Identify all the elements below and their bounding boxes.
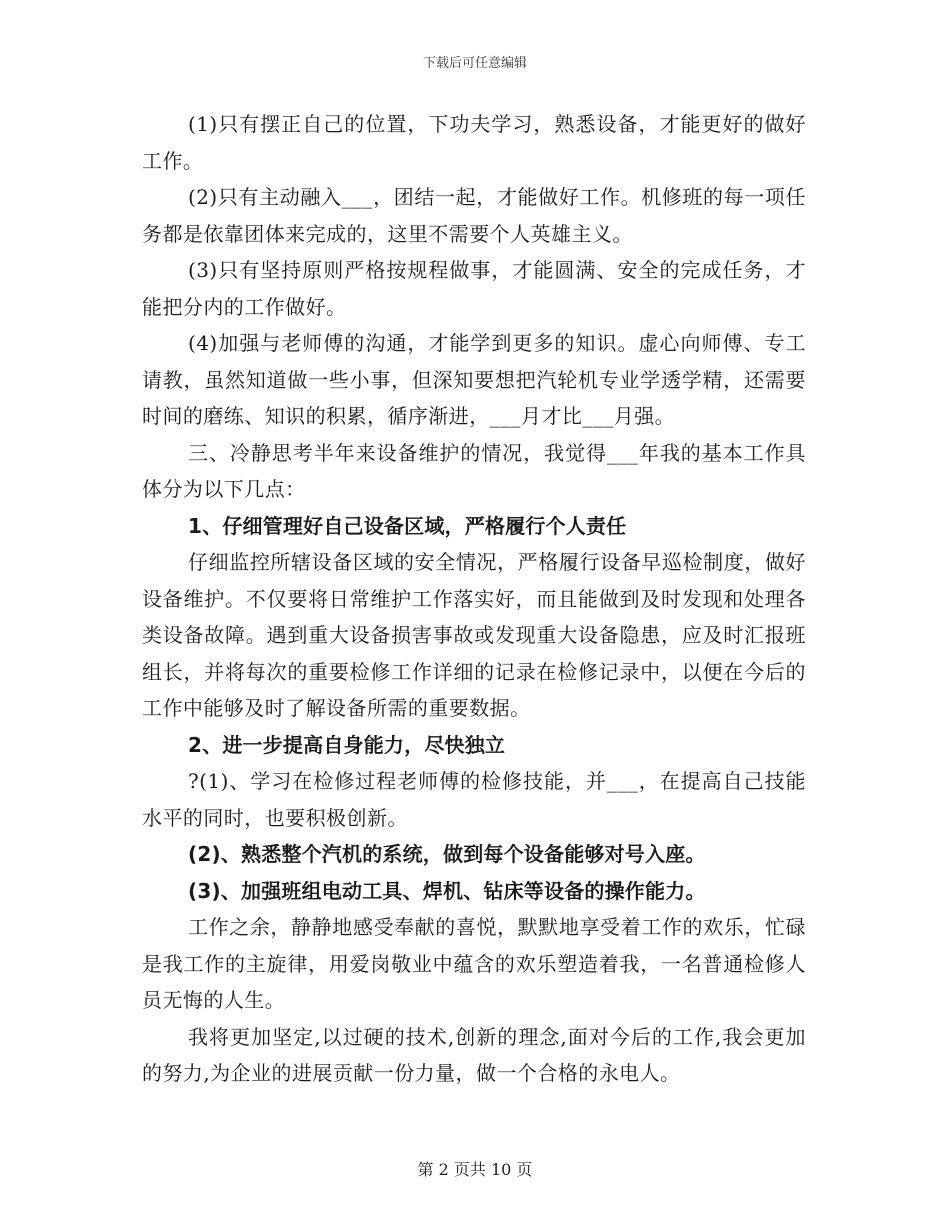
page-footer: 第 2 页共 10 页 — [417, 1160, 533, 1179]
paragraph-section-three: 三、冷静思考半年来设备维护的情况，我觉得___年我的基本工作具体分为以下几点： — [142, 440, 806, 501]
paragraph-equipment: 仔细监控所辖设备区域的安全情况，严格履行设备早巡检制度，做好设备维护。不仅要将日常维护工作落实好，而且能做到及时发现和处理各类设备故障。遇到重大设备损害事故或发现重大设备隐患，应及时汇报班组长，并将每次的重要检修工作详细的记录在检修记录中，以便在今后的工作中能够及时了解设备所需的重要数据。 — [142, 550, 806, 720]
page-header: 下载后可任意编辑 — [422, 56, 527, 71]
paragraph-1: (1)只有摆正自己的位置，下功夫学习，熟悉设备，才能更好的做好工作。 — [142, 112, 806, 173]
heading-skill-2: (2)、熟悉整个汽机的系统，做到每个设备能够对号入座。 — [188, 842, 706, 866]
heading-skill-3: (3)、加强班组电动工具、焊机、钻床等设备的操作能力。 — [188, 878, 706, 903]
paragraph-conclusion: 我将更加坚定,以过硬的技术,创新的理念,面对今后的工作,我会更加的努力,为企业的进展贡献一份力量，做一个合格的永电人。 — [142, 1024, 806, 1085]
paragraph-4: (4)加强与老师傅的沟通，才能学到更多的知识。虚心向师傅、专工请教，虽然知道做一些小事，但深知要想把汽轮机专业学透学精，还需要时间的磨练、知识的积累，循序渐进，___月才比___月强。 — [142, 331, 806, 428]
heading-1: 1、仔细管理好自己设备区域，严格履行个人责任 — [188, 513, 627, 538]
paragraph-3: (3)只有坚持原则严格按规程做事，才能圆满、安全的完成任务，才能把分内的工作做好。 — [142, 258, 806, 319]
paragraph-reflection: 工作之余，静静地感受奉献的喜悦，默默地享受着工作的欢乐，忙碌是我工作的主旋律，用爱岗敬业中蕴含的欢乐塑造着我，一名普通检修人员无悔的人生。 — [142, 915, 806, 1012]
heading-2: 2、进一步提高自身能力，尽快独立 — [188, 732, 506, 757]
document-body — [142, 106, 806, 1092]
paragraph-2: (2)只有主动融入___，团结一起，才能做好工作。机修班的每一项任务都是依靠团体来完成的，这里不需要个人英雄主义。 — [142, 185, 806, 246]
paragraph-skill-1: ?(1)、学习在检修过程老师傅的检修技能，并___，在提高自己技能水平的同时，也要积极创新。 — [142, 769, 806, 830]
